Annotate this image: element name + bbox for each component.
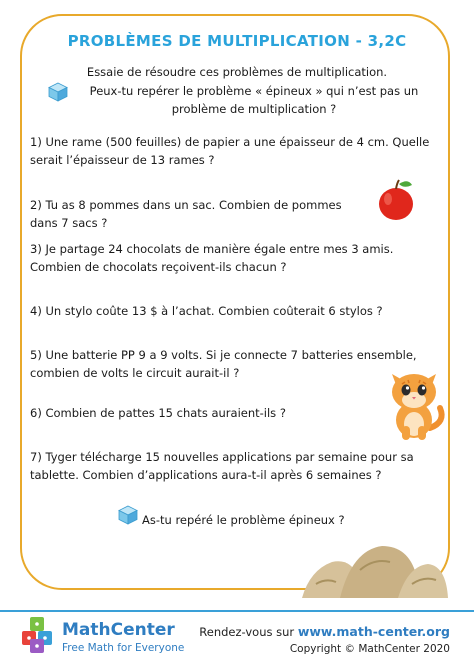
question-6: 6) Combien de pattes 15 chats auraient-ils ? (30, 406, 286, 420)
copyright: Copyright © MathCenter 2020 (289, 643, 450, 655)
page-title: PROBLÈMES DE MULTIPLICATION - 3,2C (67, 32, 407, 50)
kitten-illustration (378, 360, 448, 442)
closing-question (118, 505, 378, 529)
question-1: 1) Une rame (500 feuilles) de papier a une épaisseur de 4 cm. Quelle serait l’épaisseur de 13 rames ? (30, 135, 430, 167)
brand-tagline: Free Math for Everyone (62, 642, 185, 654)
spiny-problem-prompt (50, 82, 440, 118)
dice-logo-icon (20, 615, 58, 655)
question-4: 4) Un stylo coûte 13 $ à l’achat. Combien coûterait 6 stylos ? (30, 304, 383, 318)
spiny-prompt-text: Peux-tu repérer le problème « épineux » qui n’est pas un problème de multiplication ? (89, 84, 419, 116)
cube-icon (118, 505, 138, 525)
rocks-illustration (300, 540, 450, 598)
question-5: 5) Une batterie PP 9 a 9 volts. Si je connecte 7 batteries ensemble, combien de volts le circuit aurait-il ? (30, 348, 417, 380)
footer-divider (0, 610, 474, 612)
website-link[interactable]: www.math-center.org (297, 624, 450, 639)
question-2: 2) Tu as 8 pommes dans un sac. Combien de pommes dans 7 sacs ? (30, 198, 342, 230)
question-7: 7) Tyger télécharge 15 nouvelles applications par semaine pour sa tablette. Combien d’applications aura-t-il après 6 semaines ? (30, 450, 414, 482)
instructions: Essaie de résoudre ces problèmes de multiplication. (86, 65, 388, 79)
question-3: 3) Je partage 24 chocolats de manière égale entre mes 3 amis. Combien de chocolats reçoivent-ils chacun ? (30, 242, 394, 274)
visit-prefix: Rendez-vous sur (199, 625, 295, 639)
apple-illustration (375, 176, 417, 222)
website-line (199, 624, 450, 639)
closing-text: As-tu repéré le problème épineux ? (142, 513, 345, 527)
brand-name: MathCenter (62, 620, 175, 640)
